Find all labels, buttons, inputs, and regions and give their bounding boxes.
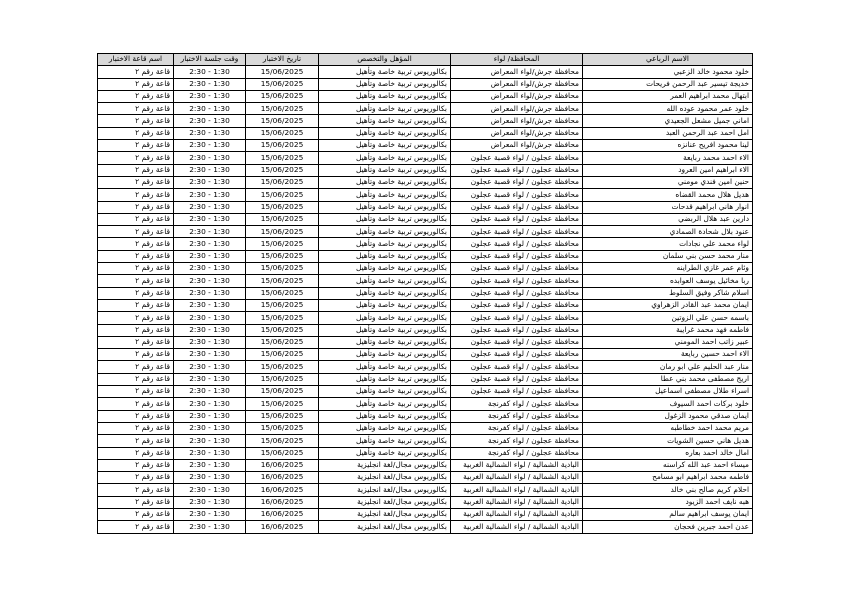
cell-exam-date: 16/06/2025: [246, 521, 319, 533]
cell-qualification: بكالوريوس تربية خاصة وتأهيل: [319, 152, 451, 164]
cell-governorate: محافظة عجلون / لواء قصبة عجلون: [451, 312, 583, 324]
cell-exam-date: 15/06/2025: [246, 78, 319, 90]
cell-exam-hall: قاعة رقم ٢: [98, 361, 174, 373]
cell-full-name: لينا محمود افريح عنانزه: [583, 140, 753, 152]
cell-exam-date: 16/06/2025: [246, 508, 319, 520]
cell-governorate: البادية الشمالية / لواء الشمالية الغربية: [451, 484, 583, 496]
cell-session-time: 1:30 - 2:30: [174, 398, 246, 410]
cell-exam-hall: قاعة رقم ٢: [98, 299, 174, 311]
cell-exam-date: 15/06/2025: [246, 103, 319, 115]
cell-exam-hall: قاعة رقم ٢: [98, 324, 174, 336]
cell-governorate: محافظة جرش/لواء المعراض: [451, 90, 583, 102]
cell-exam-hall: قاعة رقم ٢: [98, 496, 174, 508]
cell-exam-date: 15/06/2025: [246, 336, 319, 348]
cell-exam-date: 15/06/2025: [246, 263, 319, 275]
cell-exam-hall: قاعة رقم ٢: [98, 336, 174, 348]
cell-qualification: بكالوريوس تربية خاصة وتأهيل: [319, 263, 451, 275]
cell-session-time: 1:30 - 2:30: [174, 472, 246, 484]
cell-governorate: محافظة عجلون / لواء قصبة عجلون: [451, 287, 583, 299]
cell-full-name: احلام كريم صالح بني خالد: [583, 484, 753, 496]
cell-governorate: محافظة جرش/لواء المعراض: [451, 78, 583, 90]
cell-exam-hall: قاعة رقم ٢: [98, 263, 174, 275]
cell-exam-date: 15/06/2025: [246, 398, 319, 410]
cell-session-time: 1:30 - 2:30: [174, 496, 246, 508]
cell-qualification: بكالوريوس تربية خاصة وتأهيل: [319, 422, 451, 434]
cell-full-name: منار محمد حسن بني سلمان: [583, 250, 753, 262]
cell-session-time: 1:30 - 2:30: [174, 66, 246, 78]
cell-governorate: محافظة جرش/لواء المعراض: [451, 127, 583, 139]
cell-session-time: 1:30 - 2:30: [174, 312, 246, 324]
cell-governorate: محافظة جرش/لواء المعراض: [451, 140, 583, 152]
cell-exam-hall: قاعة رقم ٢: [98, 447, 174, 459]
cell-governorate: محافظة عجلون / لواء كفرنجة: [451, 422, 583, 434]
cell-qualification: بكالوريوس تربية خاصة وتأهيل: [319, 373, 451, 385]
cell-session-time: 1:30 - 2:30: [174, 78, 246, 90]
cell-session-time: 1:30 - 2:30: [174, 275, 246, 287]
table-row: [98, 103, 753, 115]
cell-qualification: بكالوريوس تربية خاصة وتأهيل: [319, 140, 451, 152]
table-row: [98, 250, 753, 262]
cell-full-name: وئام عمر غازي الطراينه: [583, 263, 753, 275]
cell-exam-date: 15/06/2025: [246, 238, 319, 250]
cell-full-name: ابتهال محمد ابراهيم العمر: [583, 90, 753, 102]
cell-full-name: دارين عبد هلال الربضي: [583, 213, 753, 225]
cell-full-name: امال خالد احمد بعاره: [583, 447, 753, 459]
cell-full-name: عدن احمد جبرين فحجان: [583, 521, 753, 533]
cell-exam-date: 15/06/2025: [246, 226, 319, 238]
table-row: [98, 127, 753, 139]
cell-qualification: بكالوريوس تربية خاصة وتأهيل: [319, 336, 451, 348]
cell-governorate: محافظة عجلون / لواء كفرنجة: [451, 447, 583, 459]
cell-qualification: بكالوريوس تربية خاصة وتأهيل: [319, 189, 451, 201]
cell-full-name: الاء احمد محمد ربايعة: [583, 152, 753, 164]
cell-exam-date: 15/06/2025: [246, 152, 319, 164]
cell-governorate: محافظة عجلون / لواء قصبة عجلون: [451, 238, 583, 250]
table-row: [98, 508, 753, 520]
cell-exam-hall: قاعة رقم ٢: [98, 349, 174, 361]
table-row: [98, 484, 753, 496]
table-row: [98, 226, 753, 238]
cell-qualification: بكالوريوس مجال/لغة انجليزية: [319, 484, 451, 496]
cell-full-name: هديل هلال محمد القضاه: [583, 189, 753, 201]
table-row: [98, 312, 753, 324]
cell-session-time: 1:30 - 2:30: [174, 140, 246, 152]
cell-qualification: بكالوريوس مجال/لغة انجليزية: [319, 459, 451, 471]
table-row: [98, 287, 753, 299]
cell-session-time: 1:30 - 2:30: [174, 127, 246, 139]
cell-full-name: عبير زاتب احمد المومني: [583, 336, 753, 348]
cell-session-time: 1:30 - 2:30: [174, 115, 246, 127]
cell-qualification: بكالوريوس تربية خاصة وتأهيل: [319, 90, 451, 102]
cell-full-name: عنود بلال شحادة الصمادي: [583, 226, 753, 238]
cell-exam-date: 15/06/2025: [246, 127, 319, 139]
cell-exam-hall: قاعة رقم ٢: [98, 373, 174, 385]
cell-exam-hall: قاعة رقم ٢: [98, 250, 174, 262]
cell-exam-hall: قاعة رقم ٢: [98, 164, 174, 176]
cell-governorate: محافظة عجلون / لواء كفرنجة: [451, 410, 583, 422]
cell-full-name: ايمان محمد عبد القادر الزهراوي: [583, 299, 753, 311]
cell-full-name: خلود محمود خالد الزعبي: [583, 66, 753, 78]
cell-full-name: ميساء احمد عبد الله كراسنه: [583, 459, 753, 471]
cell-qualification: بكالوريوس تربية خاصة وتأهيل: [319, 78, 451, 90]
cell-full-name: مريم محمد احمد خطاطبه: [583, 422, 753, 434]
header-full-name: الاسم الرباعي: [583, 54, 753, 66]
cell-governorate: محافظة عجلون / لواء قصبة عجلون: [451, 349, 583, 361]
cell-session-time: 1:30 - 2:30: [174, 238, 246, 250]
cell-qualification: بكالوريوس تربية خاصة وتأهيل: [319, 361, 451, 373]
cell-session-time: 1:30 - 2:30: [174, 250, 246, 262]
cell-qualification: بكالوريوس تربية خاصة وتأهيل: [319, 238, 451, 250]
table-row: [98, 336, 753, 348]
cell-qualification: بكالوريوس تربية خاصة وتأهيل: [319, 201, 451, 213]
cell-qualification: بكالوريوس تربية خاصة وتأهيل: [319, 324, 451, 336]
cell-governorate: محافظة عجلون / لواء قصبة عجلون: [451, 213, 583, 225]
cell-governorate: محافظة عجلون / لواء قصبة عجلون: [451, 324, 583, 336]
table-row: [98, 176, 753, 188]
cell-exam-date: 15/06/2025: [246, 140, 319, 152]
cell-governorate: محافظة جرش/لواء المعراض: [451, 115, 583, 127]
cell-full-name: منار عبد الحليم علي ابو رمان: [583, 361, 753, 373]
cell-session-time: 1:30 - 2:30: [174, 447, 246, 459]
table-row: [98, 78, 753, 90]
table-row: [98, 398, 753, 410]
cell-exam-date: 15/06/2025: [246, 386, 319, 398]
table-row: [98, 324, 753, 336]
cell-exam-date: 15/06/2025: [246, 299, 319, 311]
cell-full-name: خديجة تيسير عبد الرحمن فريحات: [583, 78, 753, 90]
cell-exam-hall: قاعة رقم ٢: [98, 238, 174, 250]
table-row: [98, 164, 753, 176]
cell-governorate: محافظة عجلون / لواء قصبة عجلون: [451, 152, 583, 164]
cell-qualification: بكالوريوس تربية خاصة وتأهيل: [319, 275, 451, 287]
table-row: [98, 299, 753, 311]
cell-exam-hall: قاعة رقم ٢: [98, 398, 174, 410]
cell-session-time: 1:30 - 2:30: [174, 176, 246, 188]
cell-session-time: 1:30 - 2:30: [174, 361, 246, 373]
cell-qualification: بكالوريوس تربية خاصة وتأهيل: [319, 386, 451, 398]
cell-qualification: بكالوريوس تربية خاصة وتأهيل: [319, 349, 451, 361]
cell-exam-hall: قاعة رقم ٢: [98, 484, 174, 496]
cell-exam-hall: قاعة رقم ٢: [98, 103, 174, 115]
cell-exam-hall: قاعة رقم ٢: [98, 275, 174, 287]
cell-exam-date: 15/06/2025: [246, 324, 319, 336]
cell-qualification: بكالوريوس تربية خاصة وتأهيل: [319, 66, 451, 78]
table-row: [98, 521, 753, 533]
cell-exam-hall: قاعة رقم ٢: [98, 226, 174, 238]
cell-exam-date: 15/06/2025: [246, 447, 319, 459]
table-row: [98, 410, 753, 422]
cell-full-name: هديل هاني حسين الشويات: [583, 435, 753, 447]
cell-qualification: بكالوريوس مجال/لغة انجليزية: [319, 508, 451, 520]
cell-session-time: 1:30 - 2:30: [174, 263, 246, 275]
cell-session-time: 1:30 - 2:30: [174, 287, 246, 299]
cell-exam-hall: قاعة رقم ٢: [98, 78, 174, 90]
table-row: [98, 386, 753, 398]
cell-governorate: البادية الشمالية / لواء الشمالية الغربية: [451, 521, 583, 533]
cell-exam-hall: قاعة رقم ٢: [98, 287, 174, 299]
cell-governorate: محافظة عجلون / لواء قصبة عجلون: [451, 164, 583, 176]
cell-exam-date: 15/06/2025: [246, 189, 319, 201]
cell-governorate: البادية الشمالية / لواء الشمالية الغربية: [451, 508, 583, 520]
cell-session-time: 1:30 - 2:30: [174, 484, 246, 496]
cell-governorate: محافظة عجلون / لواء قصبة عجلون: [451, 386, 583, 398]
cell-session-time: 1:30 - 2:30: [174, 201, 246, 213]
cell-full-name: اماني جميل مشعل الجعيدي: [583, 115, 753, 127]
cell-governorate: محافظة عجلون / لواء قصبة عجلون: [451, 361, 583, 373]
cell-exam-hall: قاعة رقم ٢: [98, 386, 174, 398]
cell-exam-date: 16/06/2025: [246, 484, 319, 496]
cell-governorate: محافظة جرش/لواء المعراض: [451, 103, 583, 115]
cell-governorate: محافظة عجلون / لواء قصبة عجلون: [451, 189, 583, 201]
cell-qualification: بكالوريوس مجال/لغة انجليزية: [319, 472, 451, 484]
cell-session-time: 1:30 - 2:30: [174, 299, 246, 311]
cell-governorate: محافظة عجلون / لواء قصبة عجلون: [451, 176, 583, 188]
cell-qualification: بكالوريوس تربية خاصة وتأهيل: [319, 103, 451, 115]
header-exam-date: تاريخ الاختبار: [246, 54, 319, 66]
table-row: [98, 447, 753, 459]
cell-exam-hall: قاعة رقم ٢: [98, 152, 174, 164]
cell-qualification: بكالوريوس تربية خاصة وتأهيل: [319, 115, 451, 127]
cell-governorate: محافظة عجلون / لواء قصبة عجلون: [451, 263, 583, 275]
cell-exam-date: 15/06/2025: [246, 250, 319, 262]
cell-session-time: 1:30 - 2:30: [174, 386, 246, 398]
cell-exam-date: 15/06/2025: [246, 201, 319, 213]
cell-full-name: اسلام شاكر وفيق السلوط: [583, 287, 753, 299]
cell-qualification: بكالوريوس تربية خاصة وتأهيل: [319, 398, 451, 410]
cell-governorate: البادية الشمالية / لواء الشمالية الغربية: [451, 472, 583, 484]
header-exam-hall: اسم قاعة الاختبار: [98, 54, 174, 66]
header-qualification: المؤهل والتخصص: [319, 54, 451, 66]
cell-full-name: حنين امين فندي مومني: [583, 176, 753, 188]
cell-exam-date: 15/06/2025: [246, 90, 319, 102]
cell-session-time: 1:30 - 2:30: [174, 459, 246, 471]
cell-exam-date: 15/06/2025: [246, 422, 319, 434]
table-row: [98, 472, 753, 484]
cell-exam-date: 15/06/2025: [246, 349, 319, 361]
cell-session-time: 1:30 - 2:30: [174, 508, 246, 520]
cell-governorate: محافظة عجلون / لواء قصبة عجلون: [451, 299, 583, 311]
cell-qualification: بكالوريوس تربية خاصة وتأهيل: [319, 312, 451, 324]
cell-qualification: بكالوريوس تربية خاصة وتأهيل: [319, 176, 451, 188]
cell-full-name: الاء احمد حسين ربايعة: [583, 349, 753, 361]
cell-exam-date: 15/06/2025: [246, 373, 319, 385]
table-row: [98, 90, 753, 102]
cell-exam-date: 16/06/2025: [246, 496, 319, 508]
table-row: [98, 435, 753, 447]
cell-exam-hall: قاعة رقم ٢: [98, 90, 174, 102]
table-row: [98, 238, 753, 250]
cell-session-time: 1:30 - 2:30: [174, 226, 246, 238]
cell-exam-hall: قاعة رقم ٢: [98, 508, 174, 520]
cell-qualification: بكالوريوس تربية خاصة وتأهيل: [319, 410, 451, 422]
cell-qualification: بكالوريوس تربية خاصة وتأهيل: [319, 435, 451, 447]
table-row: [98, 275, 753, 287]
header-row: [98, 54, 753, 66]
cell-session-time: 1:30 - 2:30: [174, 90, 246, 102]
cell-session-time: 1:30 - 2:30: [174, 373, 246, 385]
cell-qualification: بكالوريوس تربية خاصة وتأهيل: [319, 213, 451, 225]
cell-governorate: محافظة عجلون / لواء قصبة عجلون: [451, 201, 583, 213]
cell-qualification: بكالوريوس تربية خاصة وتأهيل: [319, 299, 451, 311]
cell-full-name: انوار هاني ابراهيم قدحات: [583, 201, 753, 213]
table-row: [98, 140, 753, 152]
cell-governorate: محافظة عجلون / لواء قصبة عجلون: [451, 226, 583, 238]
cell-exam-hall: قاعة رقم ٢: [98, 312, 174, 324]
cell-exam-hall: قاعة رقم ٢: [98, 422, 174, 434]
cell-exam-date: 15/06/2025: [246, 66, 319, 78]
cell-qualification: بكالوريوس مجال/لغة انجليزية: [319, 496, 451, 508]
cell-exam-date: 15/06/2025: [246, 275, 319, 287]
cell-full-name: اريج مصطفى محمد بني عطا: [583, 373, 753, 385]
cell-exam-date: 15/06/2025: [246, 312, 319, 324]
cell-exam-hall: قاعة رقم ٢: [98, 66, 174, 78]
cell-session-time: 1:30 - 2:30: [174, 189, 246, 201]
cell-full-name: باسمه حسن علي الزوتين: [583, 312, 753, 324]
cell-exam-hall: قاعة رقم ٢: [98, 127, 174, 139]
cell-exam-hall: قاعة رقم ٢: [98, 472, 174, 484]
cell-full-name: ربا مخائيل يوسف العوابده: [583, 275, 753, 287]
table-row: [98, 459, 753, 471]
cell-exam-hall: قاعة رقم ٢: [98, 410, 174, 422]
cell-exam-hall: قاعة رقم ٢: [98, 115, 174, 127]
cell-exam-date: 16/06/2025: [246, 472, 319, 484]
cell-governorate: محافظة عجلون / لواء كفرنجة: [451, 398, 583, 410]
cell-exam-hall: قاعة رقم ٢: [98, 459, 174, 471]
cell-full-name: ايمان يوسف ابراهيم سالم: [583, 508, 753, 520]
cell-qualification: بكالوريوس تربية خاصة وتأهيل: [319, 226, 451, 238]
cell-full-name: امل احمد عبد الرحمن العبد: [583, 127, 753, 139]
header-session-time: وقت جلسة الاختبار: [174, 54, 246, 66]
cell-qualification: بكالوريوس تربية خاصة وتأهيل: [319, 250, 451, 262]
cell-session-time: 1:30 - 2:30: [174, 422, 246, 434]
table-header: [98, 54, 753, 66]
cell-governorate: البادية الشمالية / لواء الشمالية الغربية: [451, 459, 583, 471]
cell-qualification: بكالوريوس تربية خاصة وتأهيل: [319, 127, 451, 139]
cell-exam-date: 15/06/2025: [246, 115, 319, 127]
cell-exam-hall: قاعة رقم ٢: [98, 521, 174, 533]
cell-full-name: فاطمه فهد محمد غرايبة: [583, 324, 753, 336]
cell-exam-date: 15/06/2025: [246, 176, 319, 188]
table-row: [98, 349, 753, 361]
cell-exam-date: 15/06/2025: [246, 361, 319, 373]
cell-full-name: فاطمه محمد ابراهيم ابو مسامح: [583, 472, 753, 484]
cell-session-time: 1:30 - 2:30: [174, 103, 246, 115]
cell-session-time: 1:30 - 2:30: [174, 336, 246, 348]
cell-session-time: 1:30 - 2:30: [174, 349, 246, 361]
cell-session-time: 1:30 - 2:30: [174, 410, 246, 422]
table-body: [98, 66, 753, 533]
cell-governorate: محافظة عجلون / لواء قصبة عجلون: [451, 373, 583, 385]
table-row: [98, 361, 753, 373]
table-row: [98, 496, 753, 508]
cell-exam-hall: قاعة رقم ٢: [98, 213, 174, 225]
cell-session-time: 1:30 - 2:30: [174, 164, 246, 176]
table-row: [98, 152, 753, 164]
table-row: [98, 263, 753, 275]
cell-full-name: ايمان صدقي محمود الزغول: [583, 410, 753, 422]
cell-qualification: بكالوريوس تربية خاصة وتأهيل: [319, 447, 451, 459]
cell-session-time: 1:30 - 2:30: [174, 324, 246, 336]
cell-session-time: 1:30 - 2:30: [174, 521, 246, 533]
cell-session-time: 1:30 - 2:30: [174, 213, 246, 225]
cell-exam-hall: قاعة رقم ٢: [98, 140, 174, 152]
cell-qualification: بكالوريوس تربية خاصة وتأهيل: [319, 287, 451, 299]
table-row: [98, 115, 753, 127]
cell-governorate: محافظة عجلون / لواء كفرنجة: [451, 435, 583, 447]
cell-full-name: خلود عمر محمود عوده الله: [583, 103, 753, 115]
cell-exam-hall: قاعة رقم ٢: [98, 176, 174, 188]
table-row: [98, 201, 753, 213]
cell-exam-date: 15/06/2025: [246, 410, 319, 422]
cell-exam-hall: قاعة رقم ٢: [98, 189, 174, 201]
table-row: [98, 373, 753, 385]
cell-full-name: الاء ابراهيم امين العرود: [583, 164, 753, 176]
cell-full-name: اسراء طلال مصطفى اسماعيل: [583, 386, 753, 398]
table-row: [98, 66, 753, 78]
cell-session-time: 1:30 - 2:30: [174, 435, 246, 447]
cell-exam-date: 15/06/2025: [246, 164, 319, 176]
cell-qualification: بكالوريوس تربية خاصة وتأهيل: [319, 164, 451, 176]
cell-governorate: محافظة عجلون / لواء قصبة عجلون: [451, 336, 583, 348]
cell-governorate: محافظة جرش/لواء المعراض: [451, 66, 583, 78]
cell-exam-date: 15/06/2025: [246, 435, 319, 447]
cell-exam-date: 15/06/2025: [246, 213, 319, 225]
cell-governorate: البادية الشمالية / لواء الشمالية الغربية: [451, 496, 583, 508]
cell-exam-hall: قاعة رقم ٢: [98, 201, 174, 213]
cell-governorate: محافظة عجلون / لواء قصبة عجلون: [451, 275, 583, 287]
table-row: [98, 213, 753, 225]
cell-exam-hall: قاعة رقم ٢: [98, 435, 174, 447]
cell-full-name: هبه نايف احمد الزيود: [583, 496, 753, 508]
cell-exam-date: 16/06/2025: [246, 459, 319, 471]
cell-qualification: بكالوريوس مجال/لغة انجليزية: [319, 521, 451, 533]
cell-session-time: 1:30 - 2:30: [174, 152, 246, 164]
cell-governorate: محافظة عجلون / لواء قصبة عجلون: [451, 250, 583, 262]
cell-full-name: لواء محمد علي نجادات: [583, 238, 753, 250]
exam-schedule-table: [97, 53, 753, 534]
cell-exam-date: 15/06/2025: [246, 287, 319, 299]
header-governorate: المحافظة/ لواء: [451, 54, 583, 66]
table-row: [98, 422, 753, 434]
table-row: [98, 189, 753, 201]
cell-full-name: خلود بركات احمد السيوف: [583, 398, 753, 410]
